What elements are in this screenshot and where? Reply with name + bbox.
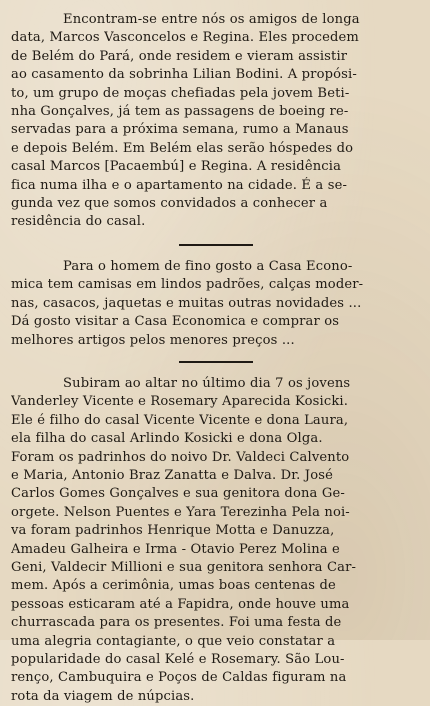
text-line: Subiram ao altar no último dia 7 os jovens xyxy=(63,375,351,391)
section-divider xyxy=(179,244,253,246)
text-line: melhores artigos pelos menores preços ... xyxy=(11,332,295,348)
text-line: rota da viagem de núpcias. xyxy=(11,688,195,704)
text-line: mem. Após a cerimônia, umas boas centenas de xyxy=(11,578,336,594)
text-line: nha Gonçalves, já tem as passagens de boeing re- xyxy=(11,104,349,120)
text-line: Carlos Gomes Gonçalves e sua genitora dona Ge- xyxy=(11,486,345,502)
text-line: Para o homem de fino gosto a Casa Econo- xyxy=(63,258,353,274)
paragraph-casa-economica-ad xyxy=(11,258,420,350)
section-divider xyxy=(179,361,253,363)
text-line: servadas para a próxima semana, rumo a Manaus xyxy=(11,122,349,138)
text-line: churrascada para os presentes. Foi uma festa de xyxy=(11,615,342,631)
paragraph-wedding-announcement xyxy=(11,375,420,706)
text-line: ao casamento da sobrinha Lilian Bodini. A propósi- xyxy=(11,67,357,83)
text-line: fica numa ilha e o apartamento na cidade. É a se- xyxy=(11,177,348,193)
text-line: e Maria, Antonio Braz Zanatta e Dalva. Dr. José xyxy=(11,467,334,483)
text-line: de Belém do Pará, onde residem e vieram assistir xyxy=(11,48,348,64)
text-line: orgete. Nelson Puentes e Yara Terezinha Pela noi- xyxy=(11,504,350,520)
text-line: pessoas esticaram até a Fapidra, onde houve uma xyxy=(11,596,350,612)
text-line: Encontram-se entre nós os amigos de longa xyxy=(63,12,360,27)
text-line: uma alegria contagiante, o que veio constatar a xyxy=(11,633,336,649)
paragraph-visitors-from-belem xyxy=(11,11,420,232)
text-line: to, um grupo de moças chefiadas pela jovem Beti- xyxy=(11,85,350,101)
text-line: Dá gosto visitar a Casa Economica e comprar os xyxy=(11,314,340,330)
text-line: mica tem camisas em lindos padrões, calças moder- xyxy=(11,277,364,293)
text-line: ela filha do casal Arlindo Kosicki e dona Olga. xyxy=(11,431,323,447)
text-line: nas, casacos, jaquetas e muitas outras novidades ... xyxy=(11,295,362,311)
text-line: casal Marcos [Pacaembú] e Regina. A residência xyxy=(11,159,342,175)
text-line: residência do casal. xyxy=(11,214,146,230)
text-line: Amadeu Galheira e Irma - Otavio Perez Molina e xyxy=(11,541,340,557)
text-line: va foram padrinhos Henrique Motta e Danuzza, xyxy=(11,523,335,539)
text-line: Geni, Valdecir Millioni e sua genitora senhora Car- xyxy=(11,559,357,575)
text-line: e depois Belém. Em Belém elas serão hóspedes do xyxy=(11,140,354,156)
text-line: popularidade do casal Kelé e Rosemary. São Lou- xyxy=(11,652,345,667)
text-line: gunda vez que somos convidados a conhecer a xyxy=(11,196,328,212)
text-line: data, Marcos Vasconcelos e Regina. Eles procedem xyxy=(11,30,359,46)
text-line: Foram os padrinhos do noivo Dr. Valdeci Calvento xyxy=(11,449,350,465)
text-line: renço, Cambuquira e Poços de Caldas figuram na xyxy=(11,670,347,686)
text-line: Ele é filho do casal Vicente Vicente e dona Laura, xyxy=(11,412,349,428)
text-line: Vanderley Vicente e Rosemary Aparecida Kosicki. xyxy=(11,394,349,410)
